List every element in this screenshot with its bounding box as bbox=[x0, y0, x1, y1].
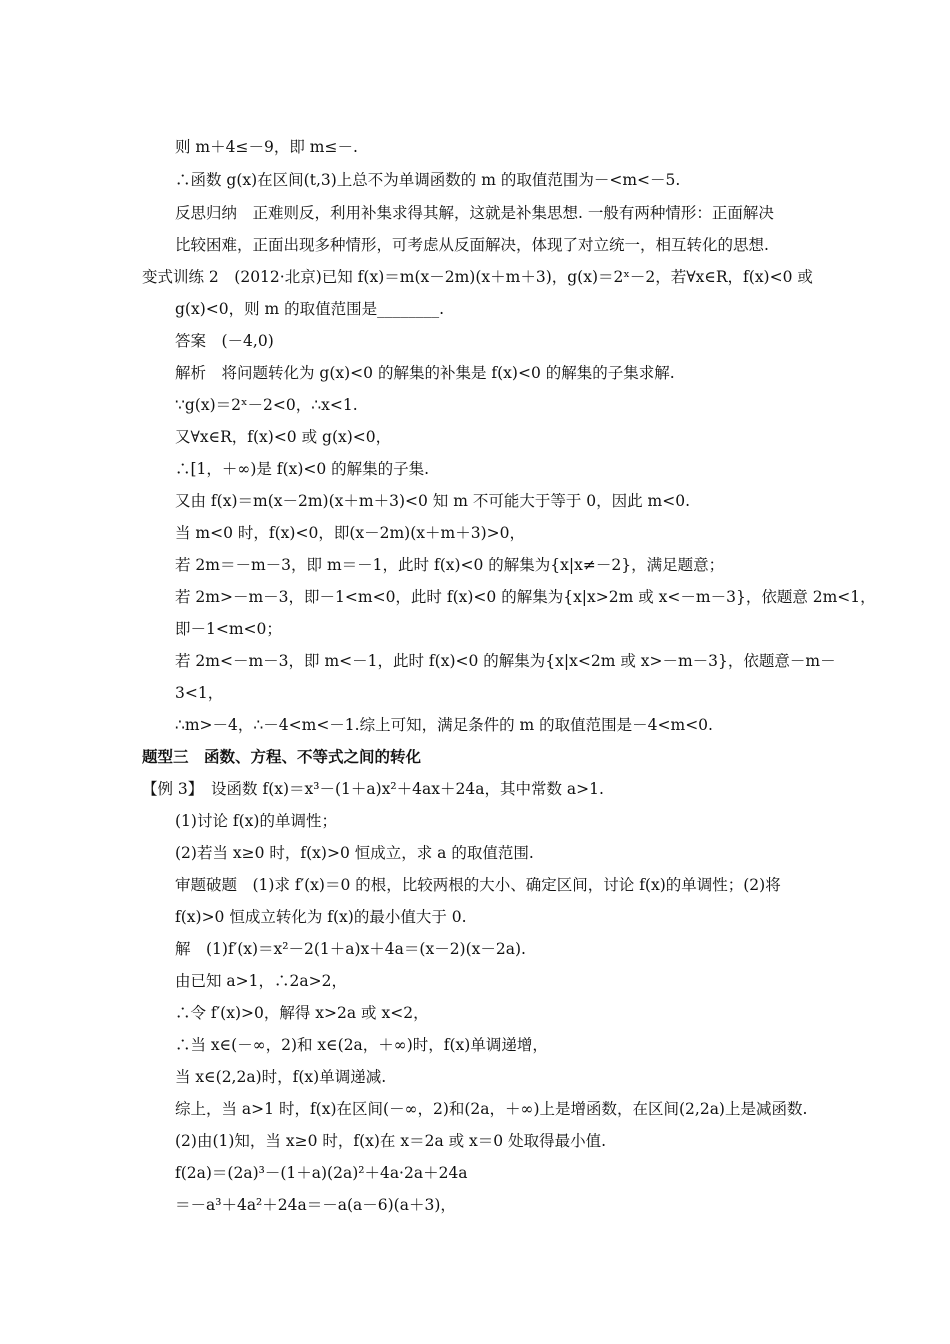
text-line: 比较困难，正面出现多种情形，可考虑从反面解决，体现了对立统一，相互转化的思想. bbox=[175, 236, 769, 254]
text-line: 当 m<0 时，f(x)<0，即(x－2m)(x＋m＋3)>0， bbox=[175, 524, 525, 542]
text-line: 由已知 a>1，∴2a>2， bbox=[175, 972, 347, 990]
text-line: 变式训练 2 (2012·北京)已知 f(x)＝m(x－2m)(x＋m＋3)，g(x)＝2ˣ－2，若∀x∈R，f(x)<0 或 bbox=[142, 268, 813, 286]
text-line: ∴令 f′(x)>0，解得 x>2a 或 x<2， bbox=[175, 1004, 429, 1022]
text-line: 反思归纳 正难则反，利用补集求得其解，这就是补集思想. 一般有两种情形：正面解决 bbox=[175, 204, 774, 222]
text-line: 则 m＋4≤－9，即 m≤－. bbox=[175, 138, 358, 156]
text-line: 又由 f(x)＝m(x－2m)(x＋m＋3)<0 知 m 不可能大于等于 0，因此 m<0. bbox=[175, 492, 691, 510]
text-line: 即－1<m<0； bbox=[175, 620, 282, 638]
text-line: 答案 (－4,0) bbox=[175, 332, 274, 350]
text-line: 若 2m＝－m－3，即 m＝－1，此时 f(x)<0 的解集为{x|x≠－2}，满足题意； bbox=[175, 556, 725, 574]
text-line: 【例 3】 设函数 f(x)＝x³－(1＋a)x²＋4ax＋24a，其中常数 a>1. bbox=[142, 780, 604, 798]
text-line: 解析 将问题转化为 g(x)<0 的解集的补集是 f(x)<0 的解集的子集求解. bbox=[175, 364, 675, 382]
text-line: 又∀x∈R，f(x)<0 或 g(x)<0， bbox=[175, 428, 392, 446]
text-line: 若 2m>－m－3，即－1<m<0，此时 f(x)<0 的解集为{x|x>2m 或 x<－m－3}，依题意 2m<1， bbox=[175, 588, 876, 606]
text-line: 综上，当 a>1 时，f(x)在区间(－∞，2)和(2a，＋∞)上是增函数，在区间(2,2a)上是减函数. bbox=[175, 1100, 808, 1118]
text-line: ＝－a³＋4a²＋24a＝－a(a－6)(a＋3)， bbox=[175, 1196, 456, 1214]
text-line: ∵g(x)＝2ˣ－2<0，∴x<1. bbox=[175, 396, 358, 414]
text-line: 审题破题 (1)求 f′(x)＝0 的根，比较两根的大小、确定区间，讨论 f(x)的单调性；(2)将 bbox=[175, 876, 781, 894]
text-line: (2)由(1)知，当 x≥0 时，f(x)在 x＝2a 或 x＝0 处取得最小值. bbox=[175, 1132, 607, 1150]
text-line: 若 2m<－m－3，即 m<－1，此时 f(x)<0 的解集为{x|x<2m 或 x>－m－3}，依题意－m－ bbox=[175, 652, 836, 670]
text-line: 3<1， bbox=[175, 684, 224, 702]
text-line: ∴m>－4，∴－4<m<－1.综上可知，满足条件的 m 的取值范围是－4<m<0. bbox=[175, 716, 713, 734]
text-line: f(x)>0 恒成立转化为 f(x)的最小值大于 0. bbox=[175, 908, 467, 926]
text-line: f(2a)＝(2a)³－(1＋a)(2a)²＋4a·2a＋24a bbox=[175, 1164, 468, 1182]
section-heading: 题型三 函数、方程、不等式之间的转化 bbox=[142, 747, 422, 766]
text-line: (2)若当 x≥0 时，f(x)>0 恒成立，求 a 的取值范围. bbox=[175, 844, 534, 862]
text-line: ∴[1，＋∞)是 f(x)<0 的解集的子集. bbox=[175, 460, 430, 478]
text-line: g(x)<0，则 m 的取值范围是________. bbox=[175, 300, 445, 318]
text-line: 解 (1)f′(x)＝x²－2(1＋a)x＋4a＝(x－2)(x－2a). bbox=[175, 940, 526, 958]
text-line: (1)讨论 f(x)的单调性； bbox=[175, 812, 337, 830]
text-line: ∴当 x∈(－∞，2)和 x∈(2a，＋∞)时，f(x)单调递增， bbox=[175, 1036, 548, 1054]
text-line: 当 x∈(2,2a)时，f(x)单调递减. bbox=[175, 1068, 387, 1086]
text-line: ∴函数 g(x)在区间(t,3)上总不为单调函数的 m 的取值范围为－<m<－5. bbox=[175, 171, 681, 189]
